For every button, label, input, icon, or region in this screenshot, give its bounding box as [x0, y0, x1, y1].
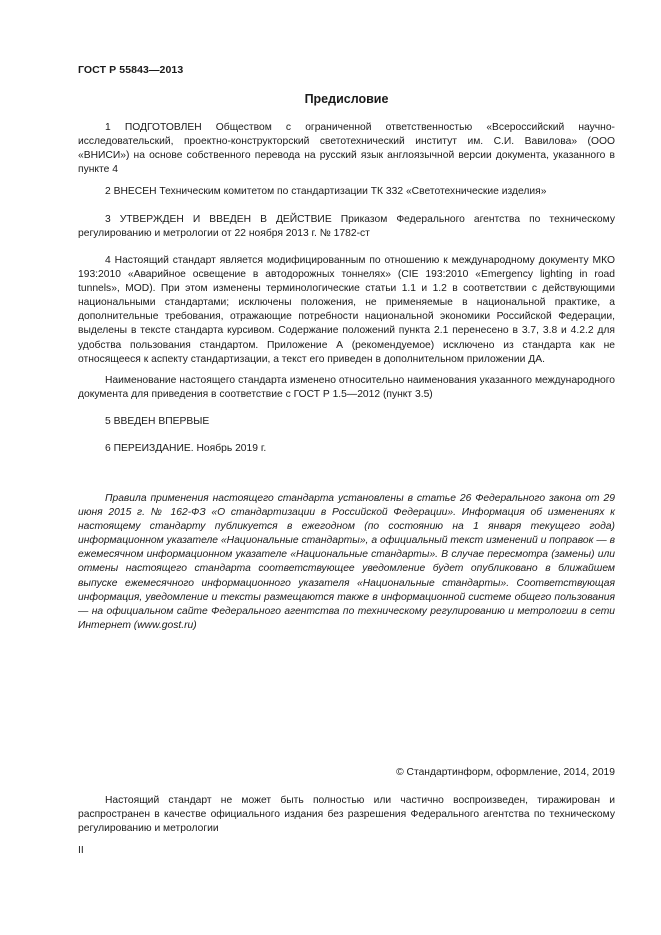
- preface-item-3-text: 3 УТВЕРЖДЕН И ВВЕДЕН В ДЕЙСТВИЕ Приказом Федерального агентства по техническому регулированию и метрологии от 22 ноября 2013 г. № 1782-ст: [78, 214, 615, 240]
- preface-item-4: [78, 254, 615, 367]
- preface-item-2: [78, 185, 615, 199]
- reproduction-notice: [78, 794, 615, 836]
- preface-item-4-note: [78, 374, 615, 402]
- preface-item-6: [78, 442, 615, 456]
- preface-item-6-text: 6 ПЕРЕИЗДАНИЕ. Ноябрь 2019 г.: [105, 443, 267, 454]
- page-title: Предисловие: [304, 92, 389, 106]
- preface-item-3: [78, 213, 615, 241]
- application-rules-notice-text: Правила применения настоящего стандарта установлены в статье 26 Федерального закона от 29 июня 2015 г. № 162-ФЗ «О стандартизации в Российской Федерации». Информация об изменениях к настоящему стандарту публикуется в ежегодном (по состоянию на 1 января текущего года) информационном указателе «Национальные стандарты», а официальный текст изменений и поправок — в ежемесячном информационном указателе «Национальные стандарты». В случае пересмотра (замены) или отмены настоящего стандарта соответствующее уведомление будет опубликовано в ближайшем выпуске ежемесячного информационного указателя «Национальные стандарты». Соответствующая информация, уведомление и тексты размещаются также в информационной системе общего пользования — на официальном сайте Федерального агентства по техническому регулированию и метрологии в сети Интернет (www.gost.ru): [78, 493, 615, 631]
- preface-item-4-text: 4 Настоящий стандарт является модифицированным по отношению к международному документу МКО 193:2010 «Аварийное освещение в автодорожных тоннелях» (CIE 193:2010 «Emergency lighting in road tunnels», MOD). При этом изменены терминологические статьи 1.1 и 1.2 в соответствии с действующими национальными стандартами; исключены положения, не применяемые в национальной практике, а дополнительные требования, отражающие потребности национальной экономики Российской Федерации, выделены в тексте стандарта курсивом. Содержание положений пункта 2.1 перенесено в 3.7, 3.8 и 4.2.2 для удобства пользования стандартом. Приложение А (рекомендуемое) исключено из стандарта как не относящееся к аспекту стандартизации, а текст его приведен в дополнительном приложении ДА.: [78, 255, 615, 365]
- preface-item-1-text: 1 ПОДГОТОВЛЕН Обществом с ограниченной ответственностью «Всероссийский научно-исследовательский, проектно-конструкторский светотехнический институт им. С.И. Вавилова» (ООО «ВНИСИ») на основе собственного перевода на русский язык англоязычной версии документа, указанного в пункте 4: [78, 122, 615, 176]
- application-rules-notice: [78, 492, 615, 633]
- page-number: II: [78, 845, 84, 856]
- preface-item-4-note-text: Наименование настоящего стандарта изменено относительно наименования указанного международного документа для приведения в соответствие с ГОСТ Р 1.5—2012 (пункт 3.5): [78, 375, 615, 401]
- preface-item-5-text: 5 ВВЕДЕН ВПЕРВЫЕ: [105, 416, 210, 427]
- preface-item-1: [78, 121, 615, 177]
- reproduction-notice-text: Настоящий стандарт не может быть полностью или частично воспроизведен, тиражирован и распространен в качестве официального издания без разрешения Федерального агентства по техническому регулированию и метрологии: [78, 795, 615, 835]
- preface-item-2-text: 2 ВНЕСЕН Техническим комитетом по стандартизации ТК 332 «Светотехнические изделия»: [105, 186, 547, 197]
- copyright-line: © Стандартинформ, оформление, 2014, 2019: [396, 767, 615, 778]
- preface-item-5: [78, 415, 615, 429]
- standard-code-header: ГОСТ Р 55843—2013: [78, 64, 184, 76]
